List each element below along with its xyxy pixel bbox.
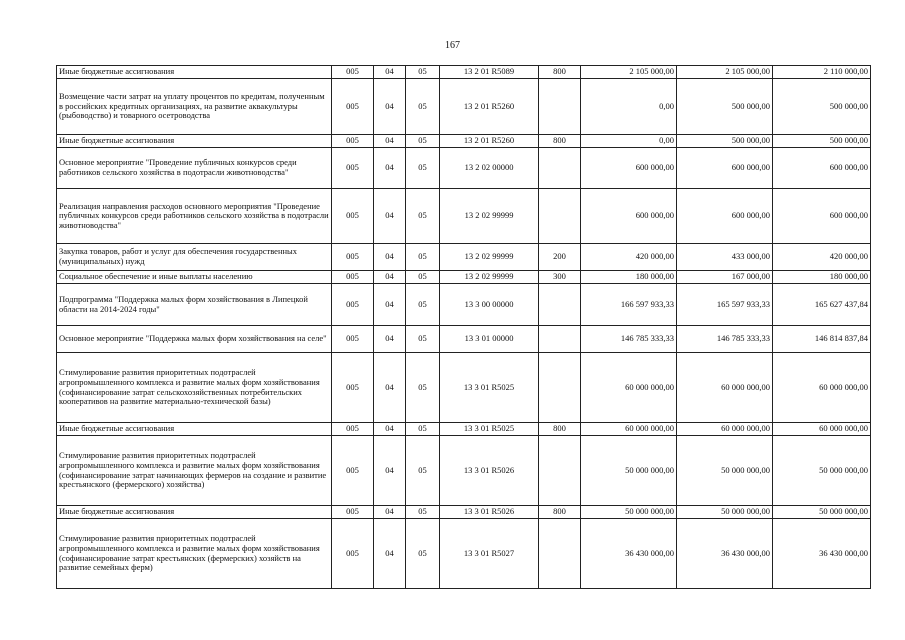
expense-name-cell: Закупка товаров, работ и услуг для обеспечения государственных (муниципальных) нужд bbox=[57, 244, 332, 271]
target-article-cell: 13 3 01 R5027 bbox=[440, 519, 539, 589]
amount-year-3-cell: 60 000 000,00 bbox=[773, 423, 871, 436]
amount-year-2-cell: 36 430 000,00 bbox=[677, 519, 773, 589]
amount-year-1-cell: 420 000,00 bbox=[581, 244, 677, 271]
section-code-cell: 04 bbox=[374, 135, 406, 148]
amount-year-2-cell: 167 000,00 bbox=[677, 271, 773, 284]
amount-year-3-cell: 600 000,00 bbox=[773, 148, 871, 189]
expense-type-cell bbox=[539, 79, 581, 135]
ministry-code-cell: 005 bbox=[332, 423, 374, 436]
expense-name-cell: Иные бюджетные ассигнования bbox=[57, 66, 332, 79]
target-article-cell: 13 3 01 R5026 bbox=[440, 506, 539, 519]
expense-type-cell bbox=[539, 284, 581, 326]
table-row bbox=[57, 66, 871, 79]
ministry-code-cell: 005 bbox=[332, 135, 374, 148]
ministry-code-cell: 005 bbox=[332, 436, 374, 506]
ministry-code-cell: 005 bbox=[332, 271, 374, 284]
amount-year-2-cell: 433 000,00 bbox=[677, 244, 773, 271]
section-code-cell: 04 bbox=[374, 506, 406, 519]
amount-year-2-cell: 165 597 933,33 bbox=[677, 284, 773, 326]
amount-year-3-cell: 36 430 000,00 bbox=[773, 519, 871, 589]
table-row bbox=[57, 135, 871, 148]
target-article-cell: 13 3 01 R5025 bbox=[440, 353, 539, 423]
expense-name-cell: Реализация направления расходов основного мероприятия "Проведение публичных конкурсов среди работников сельского хозяйства в подотрасли животноводства" bbox=[57, 189, 332, 244]
amount-year-1-cell: 2 105 000,00 bbox=[581, 66, 677, 79]
amount-year-2-cell: 60 000 000,00 bbox=[677, 423, 773, 436]
section-code-cell: 04 bbox=[374, 189, 406, 244]
section-code-cell: 04 bbox=[374, 436, 406, 506]
ministry-code-cell: 005 bbox=[332, 148, 374, 189]
table-row bbox=[57, 284, 871, 326]
section-code-cell: 04 bbox=[374, 284, 406, 326]
expense-type-cell bbox=[539, 353, 581, 423]
subsection-code-cell: 05 bbox=[406, 135, 440, 148]
ministry-code-cell: 005 bbox=[332, 79, 374, 135]
table-row bbox=[57, 244, 871, 271]
table-row bbox=[57, 519, 871, 589]
expense-type-cell: 800 bbox=[539, 135, 581, 148]
page-number: 167 bbox=[445, 40, 460, 51]
amount-year-2-cell: 50 000 000,00 bbox=[677, 506, 773, 519]
amount-year-1-cell: 600 000,00 bbox=[581, 148, 677, 189]
subsection-code-cell: 05 bbox=[406, 244, 440, 271]
amount-year-1-cell: 60 000 000,00 bbox=[581, 423, 677, 436]
subsection-code-cell: 05 bbox=[406, 148, 440, 189]
section-code-cell: 04 bbox=[374, 326, 406, 353]
ministry-code-cell: 005 bbox=[332, 506, 374, 519]
amount-year-3-cell: 420 000,00 bbox=[773, 244, 871, 271]
subsection-code-cell: 05 bbox=[406, 436, 440, 506]
expense-name-cell: Подпрограмма "Поддержка малых форм хозяйствования в Липецкой области на 2014-2024 годы" bbox=[57, 284, 332, 326]
expense-name-cell: Возмещение части затрат на уплату процентов по кредитам, полученным в российских кредитных организациях, на развитие аквакультуры (рыбоводство) и товарного осетроводства bbox=[57, 79, 332, 135]
amount-year-3-cell: 146 814 837,84 bbox=[773, 326, 871, 353]
target-article-cell: 13 2 01 R5089 bbox=[440, 66, 539, 79]
expense-type-cell bbox=[539, 326, 581, 353]
section-code-cell: 04 bbox=[374, 353, 406, 423]
amount-year-3-cell: 165 627 437,84 bbox=[773, 284, 871, 326]
expense-name-cell: Основное мероприятие "Поддержка малых форм хозяйствования на селе" bbox=[57, 326, 332, 353]
amount-year-2-cell: 2 105 000,00 bbox=[677, 66, 773, 79]
amount-year-3-cell: 50 000 000,00 bbox=[773, 506, 871, 519]
expense-name-cell: Основное мероприятие "Проведение публичных конкурсов среди работников сельского хозяйства в подотрасли животноводства" bbox=[57, 148, 332, 189]
subsection-code-cell: 05 bbox=[406, 353, 440, 423]
expense-name-cell: Социальное обеспечение и иные выплаты населению bbox=[57, 271, 332, 284]
ministry-code-cell: 005 bbox=[332, 66, 374, 79]
amount-year-3-cell: 2 110 000,00 bbox=[773, 66, 871, 79]
target-article-cell: 13 2 01 R5260 bbox=[440, 135, 539, 148]
amount-year-3-cell: 50 000 000,00 bbox=[773, 436, 871, 506]
section-code-cell: 04 bbox=[374, 66, 406, 79]
ministry-code-cell: 005 bbox=[332, 189, 374, 244]
amount-year-3-cell: 180 000,00 bbox=[773, 271, 871, 284]
expense-type-cell: 800 bbox=[539, 423, 581, 436]
table-row bbox=[57, 326, 871, 353]
amount-year-1-cell: 0,00 bbox=[581, 79, 677, 135]
expense-name-cell: Иные бюджетные ассигнования bbox=[57, 506, 332, 519]
subsection-code-cell: 05 bbox=[406, 189, 440, 244]
amount-year-2-cell: 500 000,00 bbox=[677, 79, 773, 135]
subsection-code-cell: 05 bbox=[406, 284, 440, 326]
expense-name-cell: Стимулирование развития приоритетных подотраслей агропромышленного комплекса и развитие малых форм хозяйствования (софинансирование затрат крестьянских (фермерских) хозяйств на развитие семейных ферм) bbox=[57, 519, 332, 589]
target-article-cell: 13 2 02 99999 bbox=[440, 244, 539, 271]
amount-year-1-cell: 0,00 bbox=[581, 135, 677, 148]
amount-year-1-cell: 166 597 933,33 bbox=[581, 284, 677, 326]
ministry-code-cell: 005 bbox=[332, 326, 374, 353]
section-code-cell: 04 bbox=[374, 148, 406, 189]
budget-table bbox=[56, 65, 871, 589]
amount-year-1-cell: 50 000 000,00 bbox=[581, 436, 677, 506]
target-article-cell: 13 3 01 R5025 bbox=[440, 423, 539, 436]
table-row bbox=[57, 189, 871, 244]
section-code-cell: 04 bbox=[374, 519, 406, 589]
ministry-code-cell: 005 bbox=[332, 519, 374, 589]
amount-year-1-cell: 50 000 000,00 bbox=[581, 506, 677, 519]
subsection-code-cell: 05 bbox=[406, 519, 440, 589]
target-article-cell: 13 3 01 00000 bbox=[440, 326, 539, 353]
section-code-cell: 04 bbox=[374, 423, 406, 436]
expense-name-cell: Стимулирование развития приоритетных подотраслей агропромышленного комплекса и развитие малых форм хозяйствования (софинансирование затрат начинающих фермеров на создание и развитие крестьянского (фермерского) хозяйства) bbox=[57, 436, 332, 506]
amount-year-1-cell: 146 785 333,33 bbox=[581, 326, 677, 353]
expense-name-cell: Иные бюджетные ассигнования bbox=[57, 423, 332, 436]
amount-year-2-cell: 500 000,00 bbox=[677, 135, 773, 148]
target-article-cell: 13 2 02 99999 bbox=[440, 189, 539, 244]
amount-year-1-cell: 180 000,00 bbox=[581, 271, 677, 284]
table-row bbox=[57, 271, 871, 284]
expense-type-cell bbox=[539, 189, 581, 244]
ministry-code-cell: 005 bbox=[332, 353, 374, 423]
expense-type-cell bbox=[539, 148, 581, 189]
amount-year-1-cell: 60 000 000,00 bbox=[581, 353, 677, 423]
table-row bbox=[57, 506, 871, 519]
subsection-code-cell: 05 bbox=[406, 79, 440, 135]
amount-year-2-cell: 146 785 333,33 bbox=[677, 326, 773, 353]
amount-year-2-cell: 50 000 000,00 bbox=[677, 436, 773, 506]
target-article-cell: 13 2 02 99999 bbox=[440, 271, 539, 284]
target-article-cell: 13 2 01 R5260 bbox=[440, 79, 539, 135]
amount-year-3-cell: 600 000,00 bbox=[773, 189, 871, 244]
amount-year-2-cell: 600 000,00 bbox=[677, 148, 773, 189]
table-row bbox=[57, 148, 871, 189]
target-article-cell: 13 3 00 00000 bbox=[440, 284, 539, 326]
amount-year-1-cell: 36 430 000,00 bbox=[581, 519, 677, 589]
amount-year-2-cell: 600 000,00 bbox=[677, 189, 773, 244]
section-code-cell: 04 bbox=[374, 271, 406, 284]
target-article-cell: 13 2 02 00000 bbox=[440, 148, 539, 189]
section-code-cell: 04 bbox=[374, 244, 406, 271]
expense-type-cell: 800 bbox=[539, 506, 581, 519]
subsection-code-cell: 05 bbox=[406, 423, 440, 436]
target-article-cell: 13 3 01 R5026 bbox=[440, 436, 539, 506]
section-code-cell: 04 bbox=[374, 79, 406, 135]
amount-year-3-cell: 500 000,00 bbox=[773, 79, 871, 135]
subsection-code-cell: 05 bbox=[406, 271, 440, 284]
amount-year-2-cell: 60 000 000,00 bbox=[677, 353, 773, 423]
table-row bbox=[57, 353, 871, 423]
expense-type-cell bbox=[539, 436, 581, 506]
ministry-code-cell: 005 bbox=[332, 244, 374, 271]
table-row bbox=[57, 436, 871, 506]
amount-year-3-cell: 60 000 000,00 bbox=[773, 353, 871, 423]
amount-year-1-cell: 600 000,00 bbox=[581, 189, 677, 244]
expense-type-cell: 200 bbox=[539, 244, 581, 271]
expense-type-cell: 800 bbox=[539, 66, 581, 79]
amount-year-3-cell: 500 000,00 bbox=[773, 135, 871, 148]
expense-type-cell: 300 bbox=[539, 271, 581, 284]
subsection-code-cell: 05 bbox=[406, 506, 440, 519]
expense-name-cell: Иные бюджетные ассигнования bbox=[57, 135, 332, 148]
table-row bbox=[57, 423, 871, 436]
ministry-code-cell: 005 bbox=[332, 284, 374, 326]
subsection-code-cell: 05 bbox=[406, 66, 440, 79]
subsection-code-cell: 05 bbox=[406, 326, 440, 353]
expense-type-cell bbox=[539, 519, 581, 589]
table-row bbox=[57, 79, 871, 135]
expense-name-cell: Стимулирование развития приоритетных подотраслей агропромышленного комплекса и развитие малых форм хозяйствования (софинансирование затрат сельскохозяйственных потребительских кооперативов на развитие материально-технической базы) bbox=[57, 353, 332, 423]
budget-table-body bbox=[57, 66, 871, 589]
